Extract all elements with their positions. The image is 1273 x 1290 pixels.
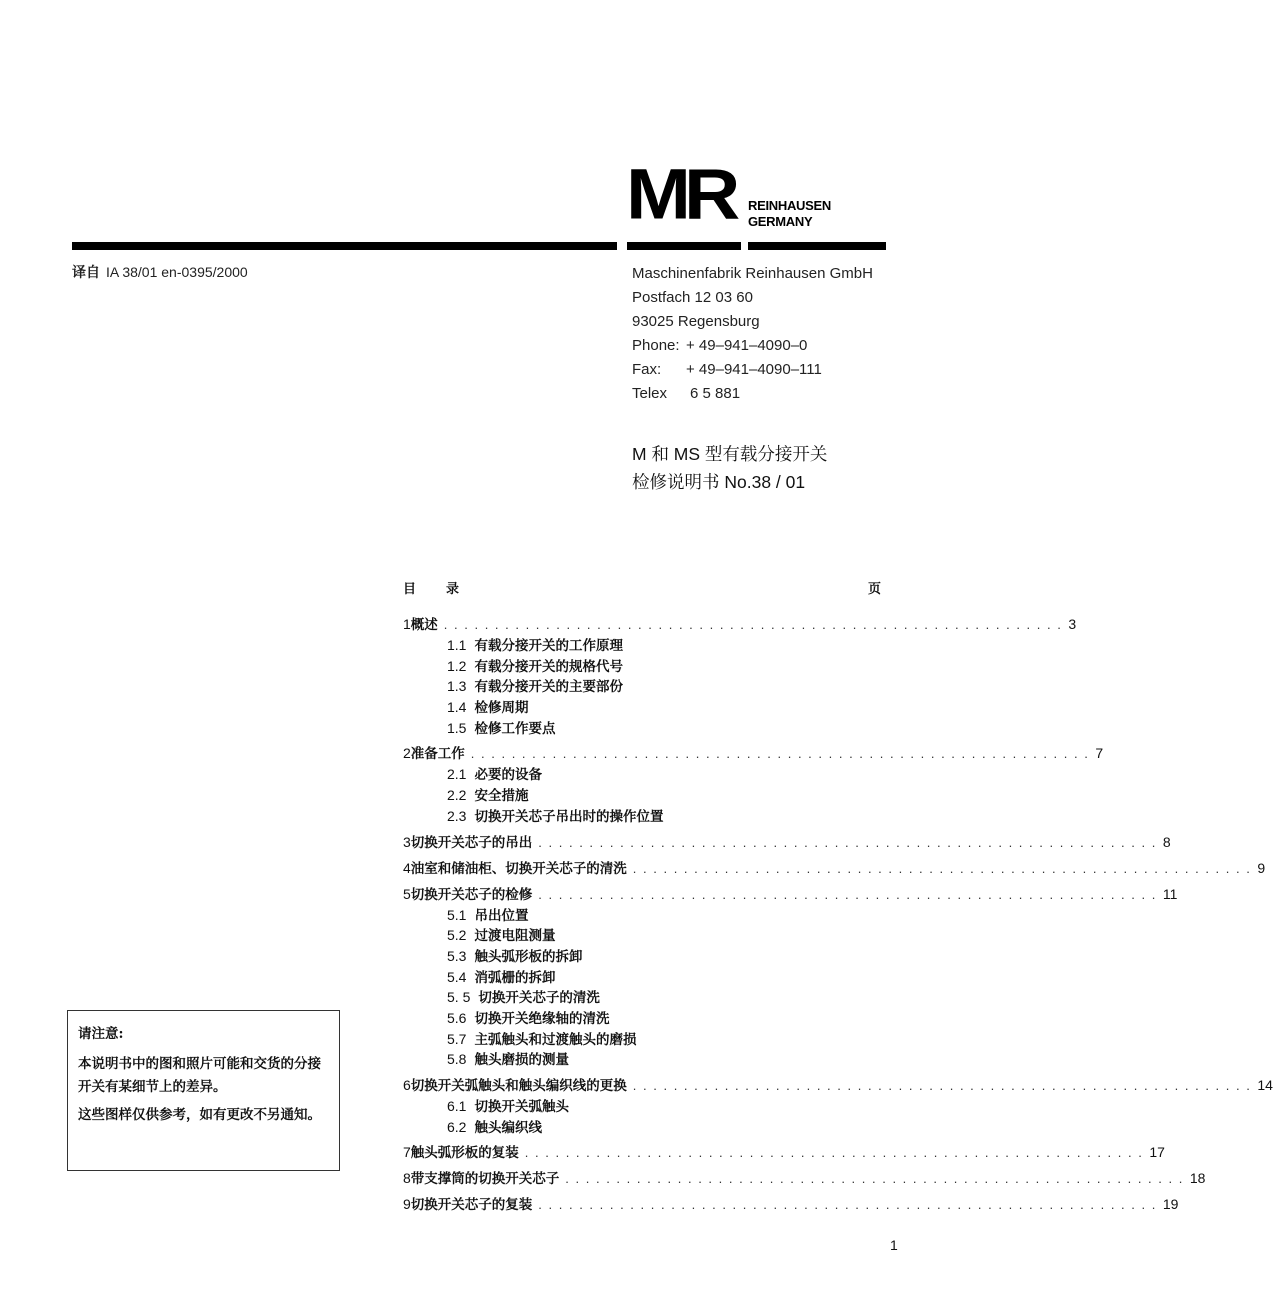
toc-leader-dots: . . . . . . . . . . . . . . . . . . . . . . . . . . . . . . . . . . . . . . . . . . . . . . . . . . . . . . . . . . . . .: [538, 886, 1157, 902]
toc-leader-dots: . . . . . . . . . . . . . . . . . . . . . . . . . . . . . . . . . . . . . . . . . . . . . . . . . . . . . . . . . . . . .: [538, 834, 1157, 850]
toc-subentry-title: 必要的设备: [474, 767, 542, 784]
phone-number: + 49–941–4090–0: [686, 337, 808, 354]
toc-subentry: [403, 655, 881, 676]
toc-entry-title: 切换开关芯子的复装: [410, 1197, 533, 1214]
toc-section: [403, 1074, 1273, 1136]
toc-entry-number: 4: [403, 859, 411, 876]
toc-entry-page: 9: [1257, 859, 1266, 876]
toc-list: [403, 613, 1273, 1214]
toc-entry-number: 9: [403, 1196, 411, 1213]
toc-subentry-number: 1.3: [447, 678, 467, 695]
logo-line-2: GERMANY: [748, 214, 813, 229]
city: 93025 Regensburg: [632, 313, 760, 330]
toc-section: [403, 1167, 1206, 1188]
toc-entry-page: 17: [1149, 1144, 1165, 1161]
notice-box: [67, 1010, 340, 1171]
toc-subentry: [403, 904, 881, 925]
toc-subentry-title: 有载分接开关的工作原理: [474, 638, 623, 654]
toc-subentry-number: 6.2: [447, 1118, 467, 1135]
toc-entry-number: 3: [403, 833, 411, 850]
toc-leader-dots: . . . . . . . . . . . . . . . . . . . . . . . . . . . . . . . . . . . . . . . . . . . . . . . . . . . . . . . . . . . . .: [565, 1171, 1184, 1187]
toc-leader-dots: . . . . . . . . . . . . . . . . . . . . . . . . . . . . . . . . . . . . . . . . . . . . . . . . . . . . . . . . . . . . .: [632, 860, 1252, 876]
toc-entry-page: 3: [1068, 616, 1077, 632]
toc-subentry: [403, 966, 881, 987]
toc-entry: [403, 857, 1266, 878]
toc-leader-dots: . . . . . . . . . . . . . . . . . . . . . . . . . . . . . . . . . . . . . . . . . . . . . . . . . . . . . . . . . . . . .: [632, 1078, 1252, 1093]
toc-subentry-title: 触头编织线: [474, 1119, 542, 1136]
toc-section: [403, 831, 1171, 852]
toc-section: [403, 613, 1077, 737]
toc-subentry-number: 5.7: [447, 1030, 467, 1047]
toc-subentry: [403, 696, 881, 717]
toc-entry-number: 5: [403, 885, 411, 902]
toc-subentry: [403, 784, 881, 805]
table-of-contents: [403, 578, 1273, 1219]
toc-entry: [403, 1167, 1206, 1188]
toc-entry-number: 1: [403, 616, 411, 632]
toc-entry-title: 带支撑筒的切换开关芯子: [410, 1171, 560, 1188]
toc-leader-dots: . . . . . . . . . . . . . . . . . . . . . . . . . . . . . . . . . . . . . . . . . . . . . . . . . . . . . . . . . . . . .: [470, 746, 1090, 762]
phone-line: [632, 334, 873, 358]
toc-entry-title: 切换开关弧触头和触头编织线的更换: [410, 1078, 627, 1094]
page-number: 1: [890, 1237, 898, 1253]
toc-subentry: [403, 1095, 881, 1116]
logo-subtitle: [748, 198, 831, 230]
toc-subentry-title: 有载分接开关的主要部份: [474, 679, 623, 696]
toc-entry: [403, 613, 1077, 634]
toc-header: [403, 578, 881, 602]
toc-page-heading: 页: [867, 582, 881, 597]
company-name: Maschinenfabrik Reinhausen GmbH: [632, 265, 873, 282]
toc-section: [403, 1141, 1165, 1162]
notice-paragraph-2: 这些图样仅供参考，如有更改不另通知。: [78, 1107, 321, 1123]
toc-entry-title: 切换开关芯子的吊出: [410, 834, 533, 851]
document-title-line-1: M 和 MS 型有载分接开关: [632, 444, 828, 464]
header-rule-left: [72, 242, 617, 250]
toc-entry: [403, 1074, 1273, 1095]
toc-entry: [403, 1193, 1179, 1214]
toc-subentry-title: 触头磨损的测量: [474, 1052, 569, 1069]
toc-subentry: [403, 805, 881, 826]
company-address: [632, 262, 873, 406]
fax-number: + 49–941–4090–111: [686, 361, 822, 378]
toc-subentry: [403, 717, 881, 738]
toc-section: [403, 742, 1104, 825]
toc-entry-page: 8: [1162, 833, 1171, 850]
header-rule-middle: [627, 242, 741, 250]
toc-subentry-number: 5.3: [447, 947, 467, 964]
toc-subentry-title: 切换开关芯子吊出时的操作位置: [474, 808, 664, 825]
fax-label: Fax:: [632, 361, 662, 378]
toc-heading-1: 目: [403, 582, 417, 597]
toc-entry-number: 7: [403, 1144, 411, 1161]
toc-entry-page: 18: [1189, 1170, 1206, 1187]
toc-leader-dots: . . . . . . . . . . . . . . . . . . . . . . . . . . . . . . . . . . . . . . . . . . . . . . . . . . . . . . . . . . . . .: [524, 1145, 1144, 1161]
toc-subentry-title: 过渡电阻测量: [474, 928, 556, 945]
toc-subentry: [403, 634, 881, 655]
toc-entry-title: 准备工作: [410, 746, 465, 763]
toc-subentry-number: 2.2: [447, 787, 467, 804]
toc-entry: [403, 831, 1171, 852]
toc-subentry-number: 1.2: [447, 657, 467, 674]
toc-subentry: [403, 1048, 881, 1069]
source-ref: IA 38/01 en-0395/2000: [106, 264, 248, 280]
toc-entry: [403, 1141, 1165, 1162]
toc-entry: [403, 742, 1104, 763]
phone-label: Phone:: [632, 337, 680, 354]
toc-heading-2: 录: [446, 582, 460, 597]
toc-subentry-title: 消弧栅的拆卸: [474, 969, 556, 986]
toc-entry-title: 切换开关芯子的检修: [410, 886, 533, 903]
toc-subentry: [403, 1028, 881, 1049]
toc-entry-number: 6: [403, 1077, 411, 1093]
toc-subentry-number: 6.1: [447, 1098, 467, 1114]
toc-subentry: [403, 1116, 881, 1137]
toc-subentry-title: 切换开关芯子的清洗: [478, 990, 600, 1007]
toc-subentry-title: 触头弧形板的拆卸: [474, 948, 583, 965]
toc-subentry-number: 1.1: [447, 637, 467, 653]
toc-entry-page: 14: [1257, 1077, 1273, 1093]
toc-subentry-number: 5.6: [447, 1009, 467, 1026]
logo-line-1: REINHAUSEN: [748, 198, 831, 213]
toc-entry-number: 2: [403, 745, 411, 762]
toc-subentry-title: 有载分接开关的规格代号: [474, 658, 623, 675]
toc-subentry-number: 5.1: [447, 906, 467, 923]
toc-subentry-number: 5.4: [447, 968, 467, 985]
toc-subentry-number: 2.1: [447, 766, 467, 783]
toc-section: [403, 1193, 1179, 1214]
document-title: [632, 440, 827, 496]
document-title-line-2: 检修说明书 No.38 / 01: [632, 472, 806, 492]
source-reference: [72, 262, 248, 282]
toc-subentry-title: 切换开关绝缘轴的清洗: [474, 1010, 610, 1027]
toc-entry: [403, 883, 1178, 904]
mr-logo: MR: [626, 153, 734, 235]
telex-number: 6 5 881: [690, 385, 741, 402]
toc-leader-dots: . . . . . . . . . . . . . . . . . . . . . . . . . . . . . . . . . . . . . . . . . . . . . . . . . . . . . . . . . . . . .: [538, 1197, 1157, 1213]
toc-leader-dots: . . . . . . . . . . . . . . . . . . . . . . . . . . . . . . . . . . . . . . . . . . . . . . . . . . . . . . . . . . . . .: [443, 617, 1063, 632]
toc-subentry-number: 2.3: [447, 807, 467, 824]
toc-subentry: [403, 945, 881, 966]
toc-subentry: [403, 924, 881, 945]
toc-subentry-number: 5.8: [447, 1051, 467, 1068]
toc-subentry: [403, 763, 881, 784]
telex-label: Telex: [632, 385, 668, 402]
toc-subentry: [403, 986, 881, 1007]
toc-entry-page: 19: [1162, 1196, 1179, 1213]
toc-subentry-title: 切换开关弧触头: [474, 1099, 569, 1115]
toc-entry-page: 7: [1095, 745, 1104, 762]
toc-section: [403, 883, 1178, 1070]
toc-section: [403, 857, 1266, 878]
toc-subentry-title: 检修周期: [474, 700, 529, 717]
toc-entry-title: 概述: [410, 617, 438, 633]
toc-subentry-number: 1.4: [447, 699, 467, 716]
toc-entry-number: 8: [403, 1170, 411, 1187]
toc-subentry: [403, 1007, 881, 1028]
source-lead: 译自: [72, 265, 100, 281]
toc-subentry: [403, 675, 881, 696]
toc-entry-page: 11: [1162, 885, 1178, 902]
toc-entry-title: 触头弧形板的复装: [410, 1145, 519, 1162]
fax-line: [632, 358, 873, 382]
telex-line: [632, 382, 873, 406]
toc-subentry-number: 5.2: [447, 927, 467, 944]
notice-paragraph-1: 本说明书中的图和照片可能和交货的分接开关有某细节上的差异。: [78, 1056, 321, 1095]
toc-entry-title: 油室和储油柜、切换开关芯子的清洗: [410, 860, 627, 877]
toc-subentry-title: 检修工作要点: [474, 720, 556, 737]
toc-subentry-title: 安全措施: [474, 788, 529, 805]
postbox: Postfach 12 03 60: [632, 289, 753, 306]
toc-subentry-title: 吊出位置: [474, 907, 529, 924]
toc-subentry-number: 1.5: [447, 719, 467, 736]
notice-title: 请注意:: [78, 1026, 124, 1042]
toc-subentry-title: 主弧触头和过渡触头的磨损: [474, 1031, 637, 1048]
header-rule-right: [748, 242, 886, 250]
toc-subentry-number: 5. 5: [447, 989, 471, 1006]
